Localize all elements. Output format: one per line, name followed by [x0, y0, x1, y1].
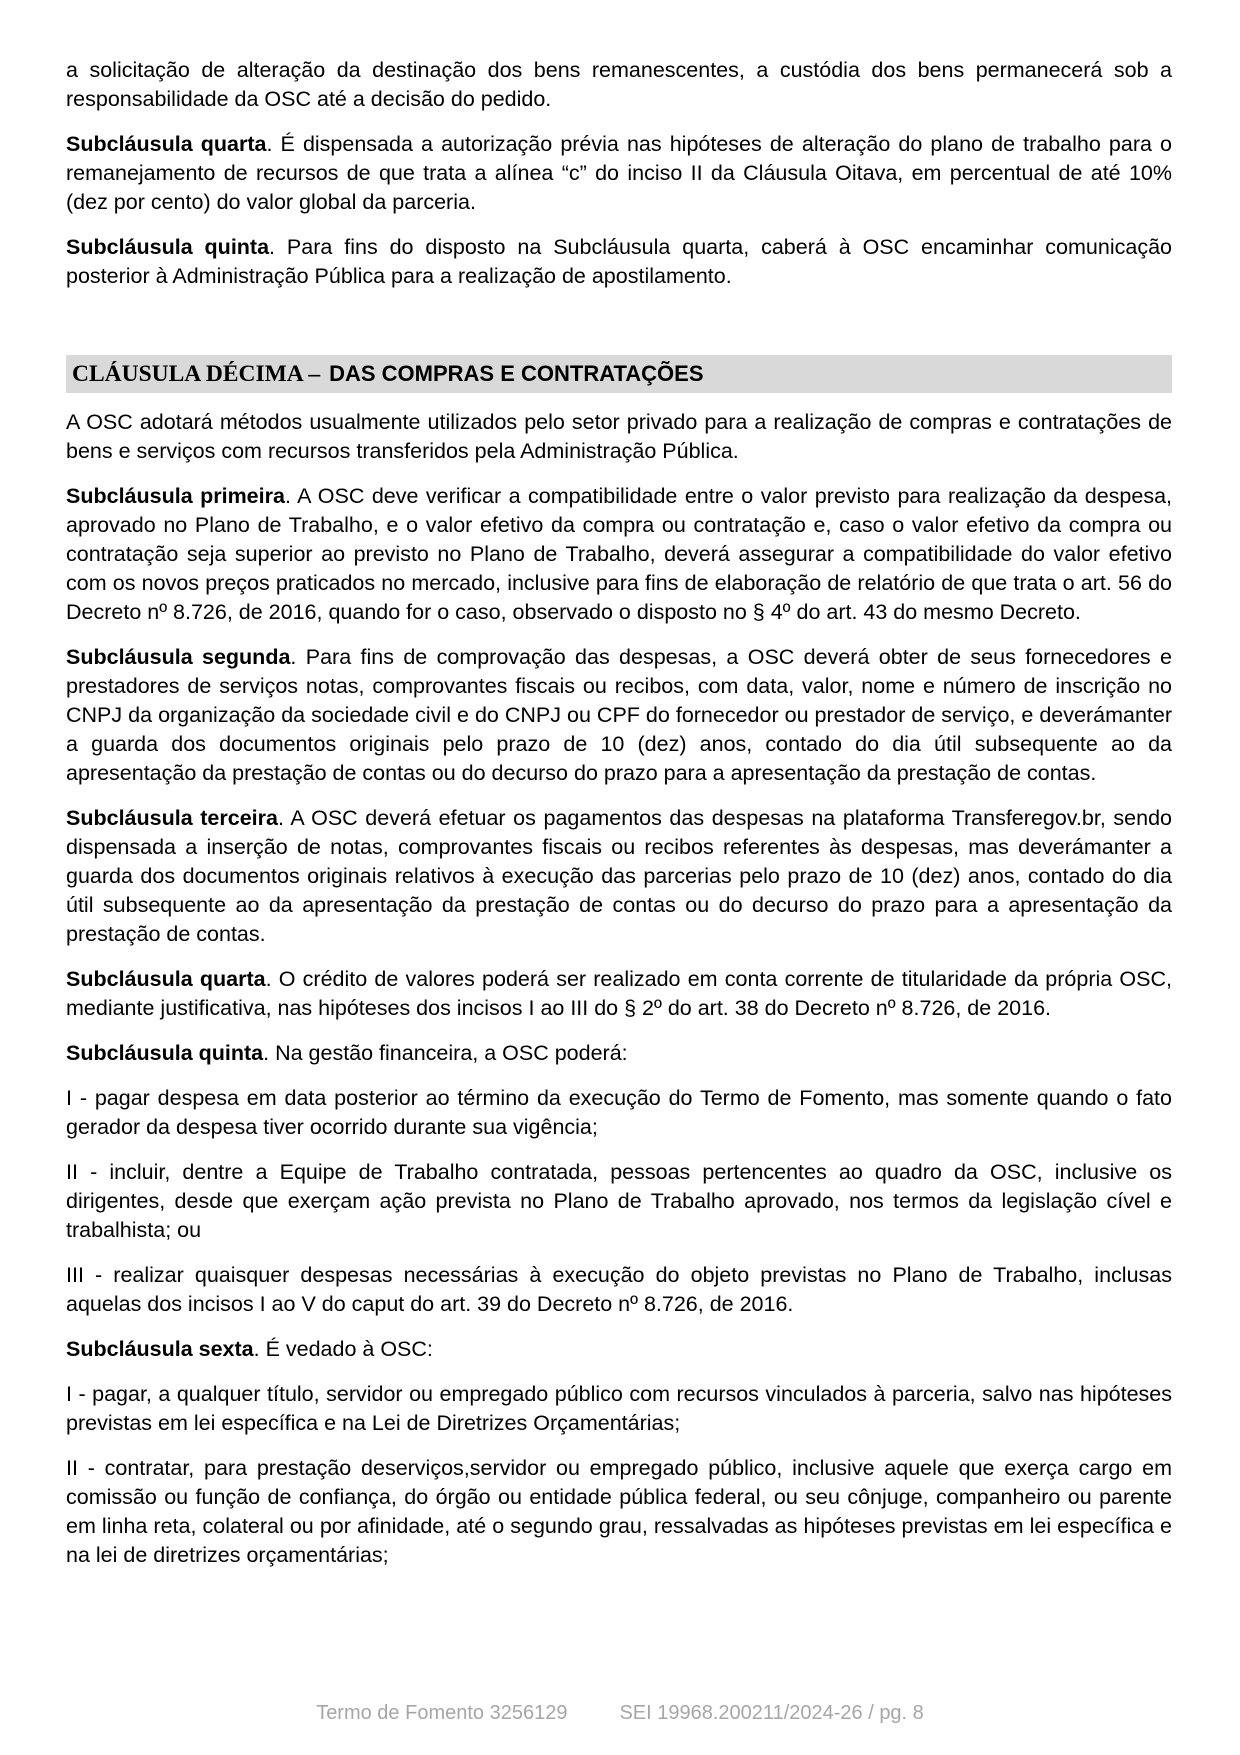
subclause-label: Subcláusula quarta [66, 967, 266, 991]
paragraph-text: . É dispensada a autorização prévia nas hipóteses de alteração do plano de trabalho para o remanejamento de recursos de que trata a alínea “c” do inciso II da Cláusula Oitava, em percentual de até 10% (dez por cento) do valor global da parceria. [66, 132, 1172, 214]
paragraph-text: . O crédito de valores poderá ser realizado em conta corrente de titularidade da própria OSC, mediante justificativa, nas hipóteses dos incisos I ao III do § 2º do art. 38 do Decreto nº 8.726, de 2016. [66, 967, 1172, 1020]
paragraph-text: A OSC adotará métodos usualmente utilizados pelo setor privado para a realização de compras e contratações de bens e serviços com recursos transferidos pela Administração Pública. [66, 410, 1172, 463]
paragraph-veto-item-i [66, 1380, 1172, 1438]
paragraph-text: II - contratar, para prestação deserviços,servidor ou empregado público, inclusive aquele que exerça cargo em comissão ou função de confiança, do órgão ou entidade pública federal, ou seu cônjuge, companheiro ou parente em linha reta, colateral ou por afinidade, até o segundo grau, ressalvadas as hipóteses previstas em lei específica e na lei de diretrizes orçamentárias; [66, 1456, 1172, 1567]
footer-document-ref: Termo de Fomento 3256129 [316, 1702, 568, 1724]
paragraph-text: III - realizar quaisquer despesas necessárias à execução do objeto previstas no Plano de Trabalho, inclusas aquelas dos incisos I ao V do caput do art. 39 do Decreto nº 8.726, de 2016. [66, 1263, 1172, 1316]
paragraph-text: . É vedado à OSC: [253, 1337, 433, 1361]
paragraph-subclausula-quarta-2 [66, 965, 1172, 1023]
paragraph-text: . Para fins do disposto na Subcláusula quarta, caberá à OSC encaminhar comunicação posterior à Administração Pública para a realização de apostilamento. [66, 235, 1172, 288]
paragraph-subclausula-quinta [66, 233, 1172, 291]
paragraph-item-i [66, 1084, 1172, 1142]
clause-heading-bar [66, 355, 1172, 393]
paragraph-text: . A OSC deve verificar a compatibilidade entre o valor previsto para realização da despesa, aprovado no Plano de Trabalho, e o valor efetivo da compra ou contratação e, caso o valor efetivo da compra ou contratação seja superior ao previsto no Plano de Trabalho, deverá assegurar a compatibilidade do valor efetivo com os novos preços praticados no mercado, inclusive para fins de elaboração de relatório de que trata o art. 56 do Decreto nº 8.726, de 2016, quando for o caso, observado o disposto no § 4º do art. 43 do mesmo Decreto. [66, 484, 1173, 624]
paragraph-subclausula-quinta-2 [66, 1039, 1172, 1068]
subclause-label: Subcláusula quinta [66, 235, 270, 259]
paragraph-subclausula-primeira [66, 482, 1172, 627]
paragraph-text: . A OSC deverá efetuar os pagamentos das despesas na plataforma Transferegov.br, sendo dispensada a inserção de notas, comprovantes fiscais ou recibos referentes às despesas, mas deverámanter a guarda dos documentos originais relativos à execução das parcerias pelo prazo de 10 (dez) anos, contado do dia útil subsequente ao da apresentação da prestação de contas ou do decurso do prazo para a apresentação da prestação de contas. [66, 806, 1172, 946]
paragraph-clause-intro [66, 408, 1172, 466]
paragraph-item-ii [66, 1158, 1172, 1245]
paragraph-text: I - pagar despesa em data posterior ao término da execução do Termo de Fomento, mas somente quando o fato gerador da despesa tiver ocorrido durante sua vigência; [66, 1086, 1172, 1139]
paragraph-text: . Na gestão financeira, a OSC poderá: [263, 1041, 628, 1065]
subclause-label: Subcláusula quarta [66, 132, 267, 156]
footer-sei-ref: SEI 19968.200211/2024-26 / pg. 8 [619, 1702, 924, 1724]
paragraph-subclausula-segunda [66, 643, 1172, 788]
subclause-label: Subcláusula sexta [66, 1337, 254, 1361]
paragraph-veto-item-ii [66, 1454, 1172, 1570]
subclause-label: Subcláusula segunda [66, 645, 291, 669]
subclause-label: Subcláusula quinta [66, 1041, 264, 1065]
paragraph-continuation [66, 56, 1172, 114]
clause-heading-title: DAS COMPRAS E CONTRATAÇÕES [329, 361, 704, 386]
paragraph-item-iii [66, 1261, 1172, 1319]
subclause-label: Subcláusula primeira [66, 484, 285, 508]
clause-heading-number: CLÁUSULA DÉCIMA – [72, 360, 321, 387]
paragraph-subclausula-terceira [66, 804, 1172, 949]
page-footer [0, 1702, 1240, 1725]
paragraph-text: a solicitação de alteração da destinação dos bens remanescentes, a custódia dos bens permanecerá sob a responsabilidade da OSC até a decisão do pedido. [66, 58, 1172, 111]
paragraph-subclausula-quarta [66, 130, 1172, 217]
paragraph-text: I - pagar, a qualquer título, servidor ou empregado público com recursos vinculados à parceria, salvo nas hipóteses previstas em lei específica e na Lei de Diretrizes Orçamentárias; [66, 1382, 1172, 1435]
paragraph-text: II - incluir, dentre a Equipe de Trabalho contratada, pessoas pertencentes ao quadro da OSC, inclusive os dirigentes, desde que exerçam ação prevista no Plano de Trabalho aprovado, nos termos da legislação cível e trabalhista; ou [66, 1160, 1172, 1242]
paragraph-text: . Para fins de comprovação das despesas, a OSC deverá obter de seus fornecedores e prestadores de serviços notas, comprovantes fiscais ou recibos, com data, valor, nome e número de inscrição no CNPJ da organização da sociedade civil e do CNPJ ou CPF do fornecedor ou prestador de serviço, e deverámanter a guarda dos documentos originais pelo prazo de 10 (dez) anos, contado do dia útil subsequente ao da apresentação da prestação de contas ou do decurso do prazo para a apresentação da prestação de contas. [66, 645, 1172, 785]
paragraph-subclausula-sexta [66, 1335, 1172, 1364]
subclause-label: Subcláusula terceira [66, 806, 278, 830]
